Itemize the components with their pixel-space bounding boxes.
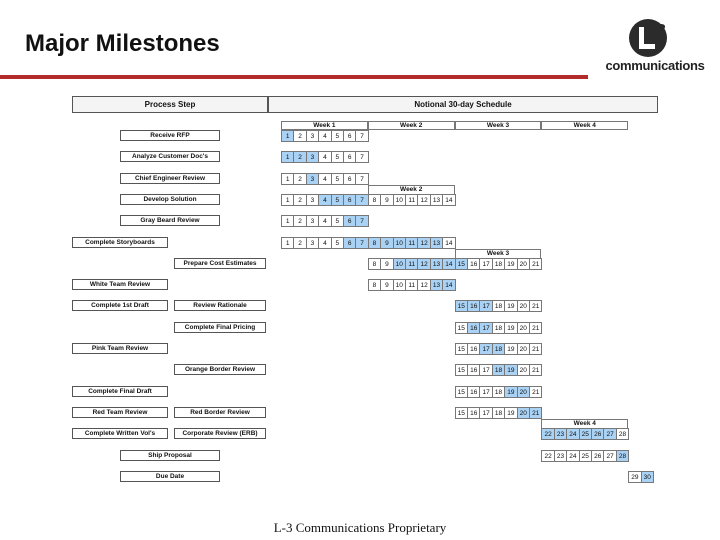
day-cell: 13 — [430, 237, 443, 249]
day-cell: 6 — [343, 194, 356, 206]
day-cell: 10 — [393, 258, 406, 270]
page-title: Major Milestones — [25, 30, 220, 57]
day-cell: 3 — [306, 237, 319, 249]
process-step: Receive RFP — [120, 130, 220, 141]
process-step: Red Border Review — [174, 407, 266, 418]
process-step: Analyze Customer Doc's — [120, 151, 220, 162]
day-cell: 15 — [455, 407, 468, 419]
day-cell: 18 — [492, 300, 505, 312]
day-cell: 1 — [281, 130, 294, 142]
day-cell: 7 — [355, 215, 368, 227]
process-step: Develop Solution — [120, 194, 220, 205]
day-cell: 18 — [492, 322, 505, 334]
day-cell: 4 — [318, 151, 331, 163]
week-header-1: Week 1 — [281, 121, 368, 130]
process-step: White Team Review — [72, 279, 168, 290]
process-step: Gray Beard Review — [120, 215, 220, 226]
day-cell: 12 — [417, 279, 430, 291]
day-cell: 20 — [517, 322, 530, 334]
day-cell: 16 — [467, 386, 480, 398]
day-cell: 19 — [504, 258, 517, 270]
day-cell: 17 — [479, 300, 492, 312]
day-cell: 12 — [417, 194, 430, 206]
process-step-header: Process Step — [72, 96, 268, 113]
day-cell: 3 — [306, 173, 319, 185]
logo-wordmark: communications — [605, 58, 705, 73]
day-cell: 16 — [467, 258, 480, 270]
day-cell: 12 — [417, 258, 430, 270]
day-cell: 20 — [517, 258, 530, 270]
day-cell: 1 — [281, 173, 294, 185]
day-cell: 2 — [293, 215, 306, 227]
footer-text: L-3 Communications Proprietary — [273, 520, 447, 535]
week-label: Week 3 — [455, 249, 542, 258]
day-cell: 29 — [628, 471, 641, 483]
day-cell: 17 — [479, 258, 492, 270]
day-cell: 15 — [455, 364, 468, 376]
day-cell: 16 — [467, 343, 480, 355]
day-cell: 11 — [405, 194, 418, 206]
day-cell: 27 — [603, 450, 616, 462]
day-cell: 18 — [492, 407, 505, 419]
day-cell: 8 — [368, 258, 381, 270]
day-cell: 14 — [442, 279, 455, 291]
day-cell: 18 — [492, 386, 505, 398]
day-cell: 20 — [517, 386, 530, 398]
day-cell: 18 — [492, 343, 505, 355]
day-cell: 20 — [517, 343, 530, 355]
day-cell: 20 — [517, 407, 530, 419]
week-label: Week 2 — [368, 185, 455, 194]
day-cell: 4 — [318, 173, 331, 185]
day-cell: 4 — [318, 130, 331, 142]
process-step: Ship Proposal — [120, 450, 220, 461]
process-step: Prepare Cost Estimates — [174, 258, 266, 269]
day-cell: 7 — [355, 237, 368, 249]
day-cell: 5 — [331, 151, 344, 163]
process-step: Due Date — [120, 471, 220, 482]
day-cell: 15 — [455, 386, 468, 398]
day-cell: 5 — [331, 215, 344, 227]
day-cell: 1 — [281, 215, 294, 227]
day-cell: 12 — [417, 237, 430, 249]
day-cell: 17 — [479, 343, 492, 355]
day-cell: 15 — [455, 343, 468, 355]
day-cell: 6 — [343, 130, 356, 142]
day-cell: 4 — [318, 215, 331, 227]
day-cell: 9 — [380, 279, 393, 291]
process-step: Chief Engineer Review — [120, 173, 220, 184]
day-cell: 9 — [380, 194, 393, 206]
day-cell: 17 — [479, 322, 492, 334]
day-cell: 26 — [591, 450, 604, 462]
process-step: Complete Final Pricing — [174, 322, 266, 333]
day-cell: 23 — [554, 428, 567, 440]
day-cell: 6 — [343, 151, 356, 163]
day-cell: 18 — [492, 258, 505, 270]
title-rule — [0, 75, 588, 79]
process-step: Complete 1st Draft — [72, 300, 168, 311]
day-cell: 1 — [281, 237, 294, 249]
day-cell: 16 — [467, 407, 480, 419]
day-cell: 27 — [603, 428, 616, 440]
day-cell: 26 — [591, 428, 604, 440]
day-cell: 18 — [492, 364, 505, 376]
process-step: Complete Storyboards — [72, 237, 168, 248]
day-cell: 14 — [442, 258, 455, 270]
day-cell: 10 — [393, 194, 406, 206]
day-cell: 21 — [529, 300, 542, 312]
day-cell: 17 — [479, 364, 492, 376]
day-cell: 24 — [566, 428, 579, 440]
day-cell: 25 — [579, 428, 592, 440]
day-cell: 30 — [641, 471, 654, 483]
day-cell: 21 — [529, 364, 542, 376]
schedule-header: Notional 30-day Schedule — [268, 96, 658, 113]
day-cell: 8 — [368, 194, 381, 206]
day-cell: 3 — [306, 130, 319, 142]
day-cell: 19 — [504, 343, 517, 355]
day-cell: 23 — [554, 450, 567, 462]
day-cell: 2 — [293, 173, 306, 185]
l3-logo — [600, 18, 710, 78]
day-cell: 16 — [467, 364, 480, 376]
day-cell: 15 — [455, 300, 468, 312]
day-cell: 5 — [331, 173, 344, 185]
week-label: Week 4 — [541, 419, 628, 428]
day-cell: 14 — [442, 194, 455, 206]
day-cell: 13 — [430, 258, 443, 270]
day-cell: 8 — [368, 237, 381, 249]
day-cell: 6 — [343, 237, 356, 249]
l3-logo-mark — [628, 18, 672, 58]
day-cell: 28 — [616, 428, 629, 440]
week-header-4: Week 4 — [541, 121, 628, 130]
process-step: Review Rationale — [174, 300, 266, 311]
day-cell: 13 — [430, 194, 443, 206]
day-cell: 1 — [281, 151, 294, 163]
day-cell: 9 — [380, 258, 393, 270]
day-cell: 11 — [405, 258, 418, 270]
process-step: Red Team Review — [72, 407, 168, 418]
day-cell: 11 — [405, 237, 418, 249]
day-cell: 3 — [306, 151, 319, 163]
day-cell: 20 — [517, 300, 530, 312]
day-cell: 7 — [355, 151, 368, 163]
day-cell: 19 — [504, 386, 517, 398]
day-cell: 20 — [517, 364, 530, 376]
day-cell: 1 — [281, 194, 294, 206]
day-cell: 22 — [541, 428, 554, 440]
day-cell: 2 — [293, 237, 306, 249]
day-cell: 19 — [504, 407, 517, 419]
day-cell: 14 — [442, 237, 455, 249]
day-cell: 17 — [479, 407, 492, 419]
day-cell: 6 — [343, 173, 356, 185]
day-cell: 4 — [318, 237, 331, 249]
day-cell: 22 — [541, 450, 554, 462]
process-step: Pink Team Review — [72, 343, 168, 354]
day-cell: 21 — [529, 258, 542, 270]
day-cell: 3 — [306, 194, 319, 206]
day-cell: 5 — [331, 130, 344, 142]
day-cell: 19 — [504, 322, 517, 334]
day-cell: 10 — [393, 237, 406, 249]
svg-text:3: 3 — [657, 22, 666, 39]
day-cell: 15 — [455, 258, 468, 270]
day-cell: 2 — [293, 130, 306, 142]
day-cell: 3 — [306, 215, 319, 227]
day-cell: 25 — [579, 450, 592, 462]
week-header-2: Week 2 — [368, 121, 455, 130]
day-cell: 19 — [504, 364, 517, 376]
day-cell: 7 — [355, 173, 368, 185]
day-cell: 28 — [616, 450, 629, 462]
day-cell: 21 — [529, 343, 542, 355]
day-cell: 21 — [529, 322, 542, 334]
process-step: Orange Border Review — [174, 364, 266, 375]
day-cell: 9 — [380, 237, 393, 249]
day-cell: 10 — [393, 279, 406, 291]
process-step: Corporate Review (ERB) — [174, 428, 266, 439]
day-cell: 17 — [479, 386, 492, 398]
day-cell: 16 — [467, 300, 480, 312]
day-cell: 7 — [355, 130, 368, 142]
day-cell: 16 — [467, 322, 480, 334]
process-step: Complete Final Draft — [72, 386, 168, 397]
day-cell: 7 — [355, 194, 368, 206]
process-step: Complete Written Vol's — [72, 428, 168, 439]
day-cell: 11 — [405, 279, 418, 291]
week-header-3: Week 3 — [455, 121, 542, 130]
day-cell: 21 — [529, 407, 542, 419]
day-cell: 24 — [566, 450, 579, 462]
day-cell: 21 — [529, 386, 542, 398]
day-cell: 15 — [455, 322, 468, 334]
day-cell: 8 — [368, 279, 381, 291]
day-cell: 2 — [293, 194, 306, 206]
day-cell: 6 — [343, 215, 356, 227]
day-cell: 13 — [430, 279, 443, 291]
day-cell: 4 — [318, 194, 331, 206]
day-cell: 5 — [331, 194, 344, 206]
day-cell: 2 — [293, 151, 306, 163]
day-cell: 19 — [504, 300, 517, 312]
day-cell: 5 — [331, 237, 344, 249]
